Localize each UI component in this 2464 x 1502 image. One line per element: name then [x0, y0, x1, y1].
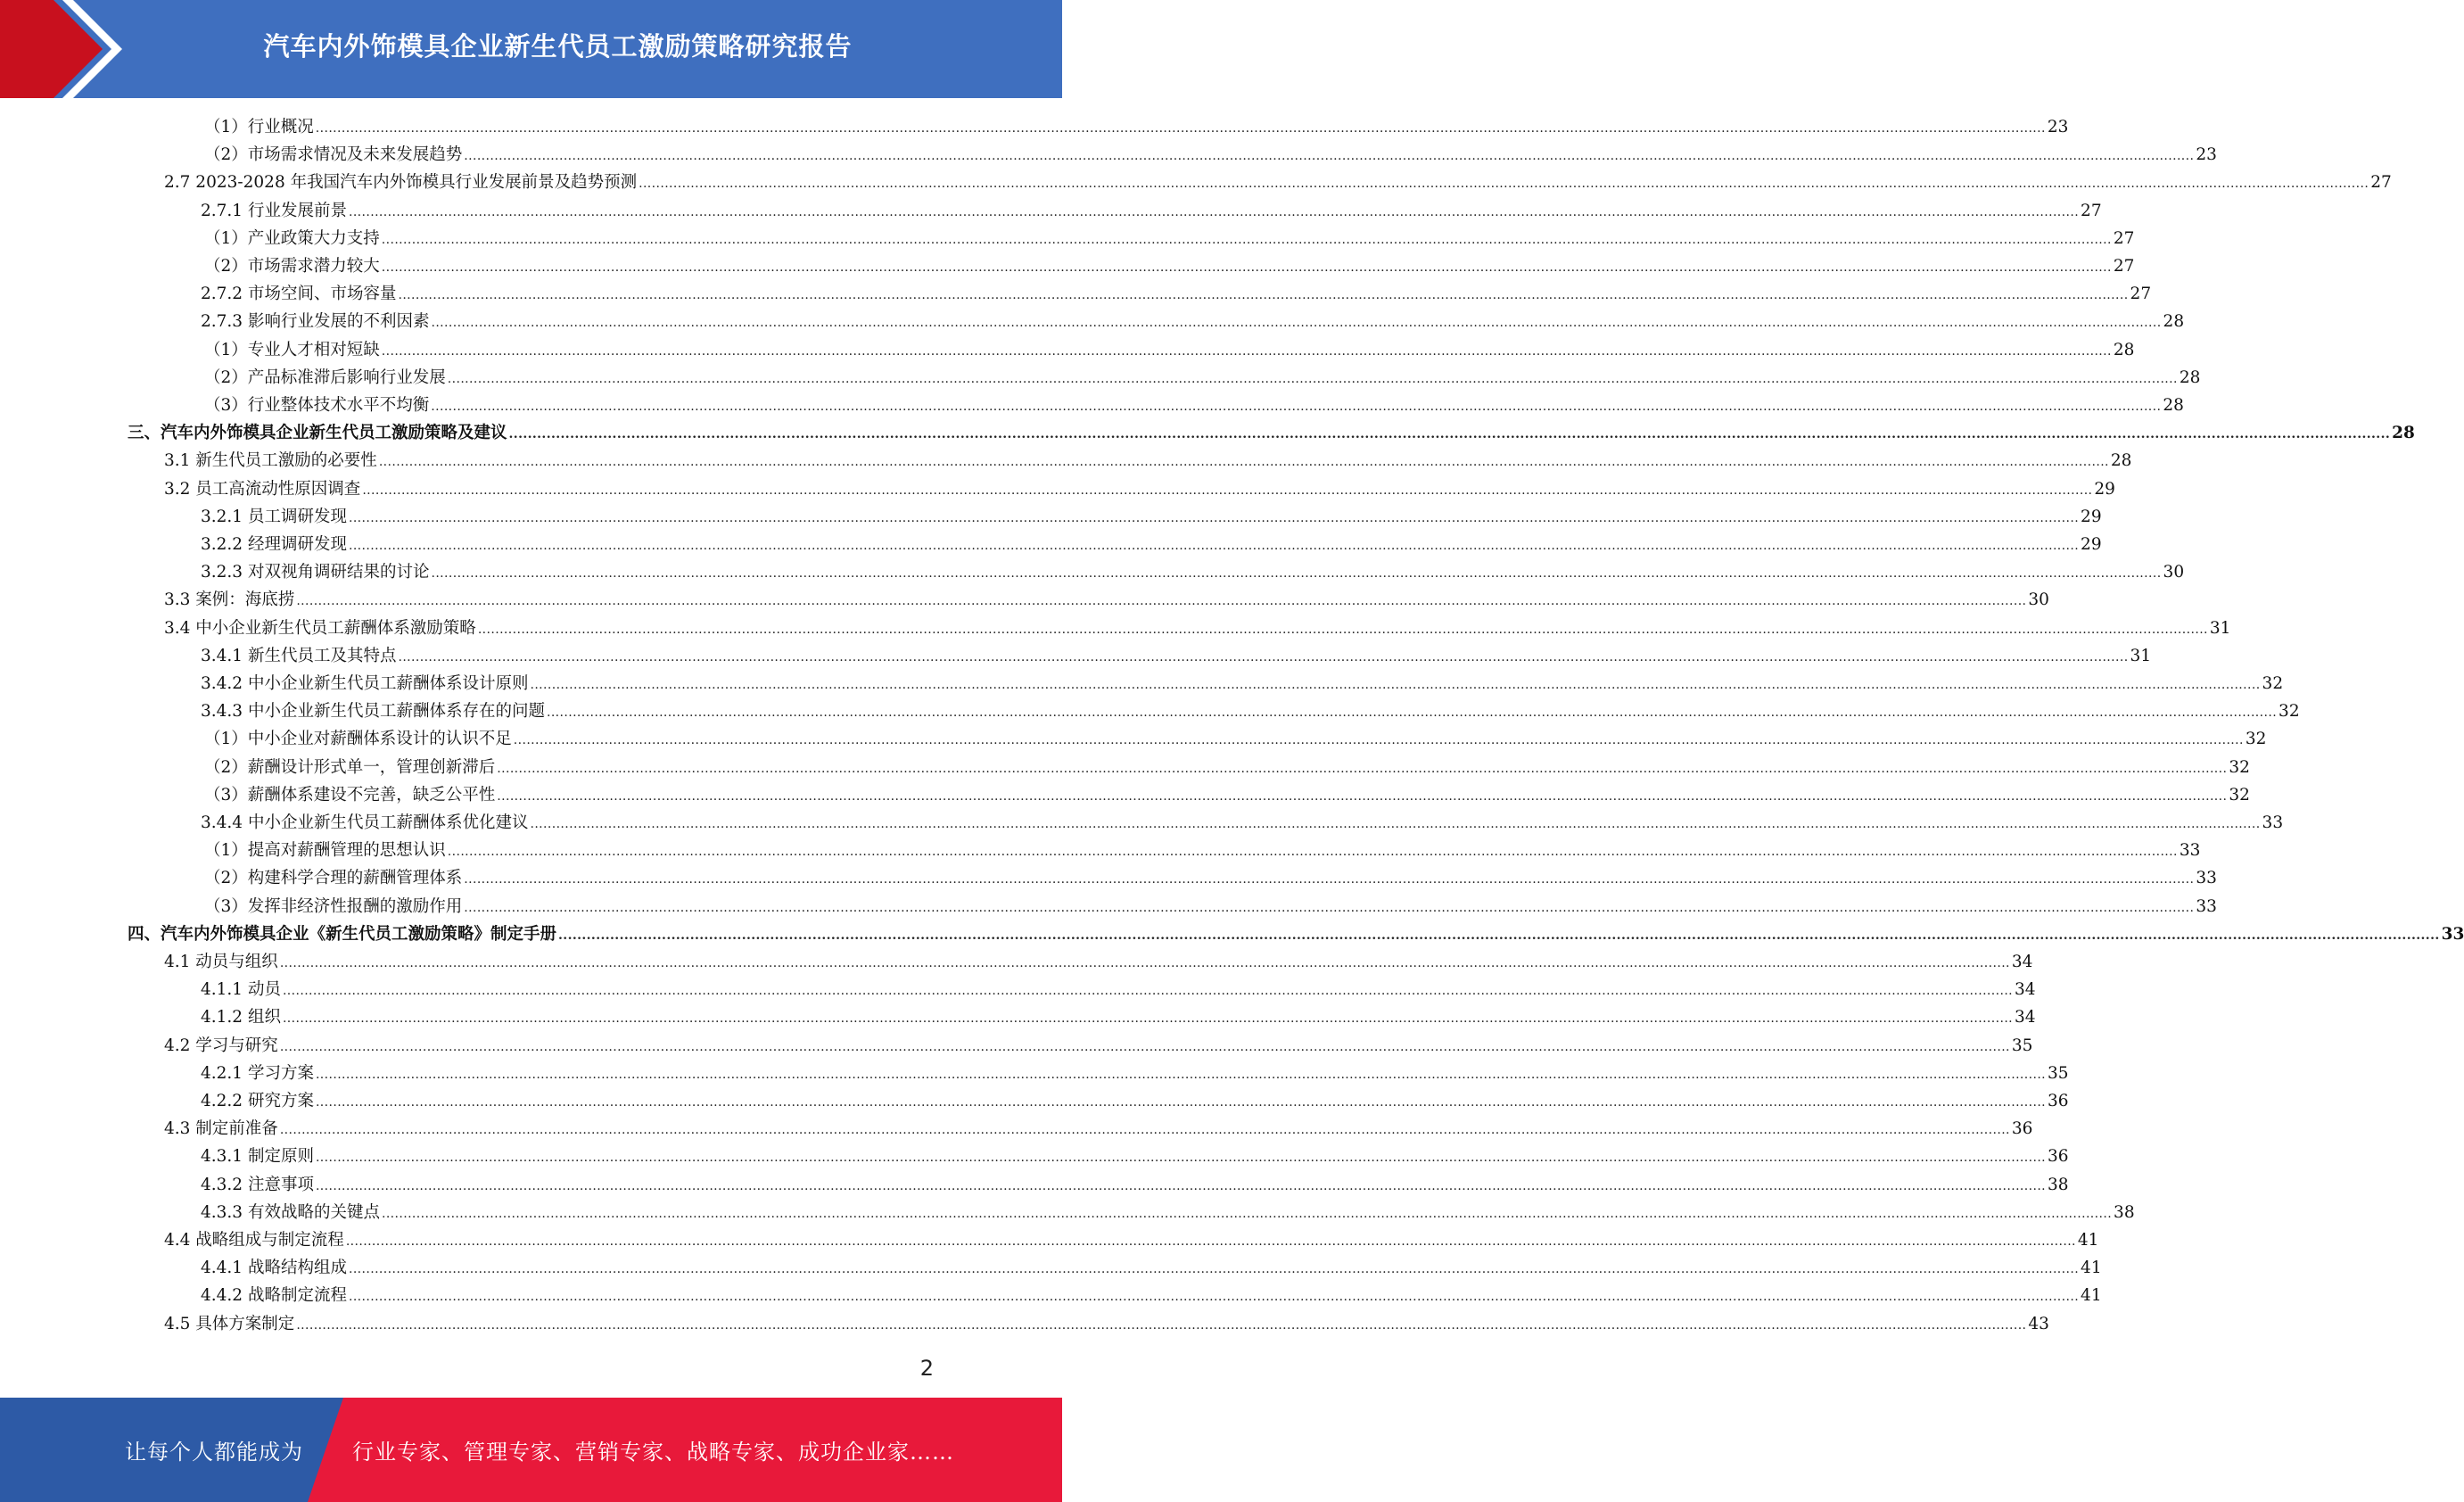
toc-entry-title: 3.1 新生代员工激励的必要性: [164, 451, 377, 471]
toc-entry[interactable]: [201, 1143, 2069, 1170]
toc-entry-page: 34: [2011, 953, 2033, 971]
toc-leader-dots: ................................................................................................................................................................................................................................................................................................................................................................................................................: [279, 1123, 2010, 1138]
toc-entry-title: （1）产业政策大力支持: [204, 228, 380, 248]
toc-entry[interactable]: [204, 336, 2135, 364]
toc-chapter-entry[interactable]: [128, 920, 2464, 948]
toc-leader-dots: ................................................................................................................................................................................................................................................................................................................................................................................................................: [315, 1151, 2047, 1166]
toc-entry-page: 41: [2081, 1286, 2102, 1306]
toc-leader-dots: ................................................................................................................................................................................................................................................................................................................................................................................................................: [464, 149, 2195, 164]
toc-entry[interactable]: [201, 280, 2152, 308]
toc-entry-title: 4.4.1 战略结构组成: [201, 1259, 347, 1278]
toc-entry-page: 27: [2130, 285, 2152, 304]
header-arrow-decoration: [0, 0, 134, 98]
toc-entry-title: 4.1.1 动员: [201, 980, 281, 1000]
toc-entry-title: （3）薪酬体系建设不完善，缺乏公平性: [204, 785, 496, 805]
toc-leader-dots: ................................................................................................................................................................................................................................................................................................................................................................................................................: [477, 622, 2208, 637]
page-footer: [0, 1398, 1062, 1502]
toc-entry-page: 29: [2081, 535, 2102, 554]
toc-entry-title: 2.7.2 市场空间、市场容量: [201, 285, 397, 304]
toc-entry-page: 33: [2179, 841, 2201, 861]
toc-entry-title: 4.4 战略组成与制定流程: [164, 1231, 344, 1250]
toc-entry-page: 27: [2113, 257, 2135, 276]
toc-entry-title: 2.7.1 行业发展前景: [201, 201, 347, 220]
toc-leader-dots: ................................................................................................................................................................................................................................................................................................................................................................................................................: [447, 371, 2178, 386]
toc-entry-page: 28: [2163, 312, 2185, 332]
toc-entry-title: （1）提高对薪酬管理的思想认识: [204, 841, 446, 861]
toc-leader-dots: ................................................................................................................................................................................................................................................................................................................................................................................................................: [464, 872, 2195, 887]
toc-leader-dots: ................................................................................................................................................................................................................................................................................................................................................................................................................: [464, 900, 2195, 915]
toc-entry-page: 32: [2245, 730, 2267, 749]
toc-entry-title: 4.3.1 制定原则: [201, 1147, 314, 1167]
toc-entry-title: 3.2.3 对双视角调研结果的讨论: [201, 563, 430, 582]
toc-entry-page: 28: [2392, 424, 2415, 443]
toc-entry-page: 36: [2048, 1092, 2069, 1110]
toc-entry[interactable]: [204, 252, 2135, 280]
page-number: 2: [919, 1356, 934, 1381]
toc-entry-title: 4.1 动员与组织: [164, 953, 278, 971]
toc-entry[interactable]: [204, 392, 2184, 419]
toc-entry-page: 27: [2113, 228, 2135, 248]
toc-entry[interactable]: [201, 670, 2284, 697]
toc-entry[interactable]: [204, 893, 2217, 920]
toc-entry[interactable]: [164, 1310, 2049, 1338]
toc-entry-page: 36: [2048, 1147, 2069, 1167]
toc-leader-dots: ................................................................................................................................................................................................................................................................................................................................................................................................................: [296, 594, 2027, 609]
toc-entry-title: 2.7.3 影响行业发展的不利因素: [201, 312, 430, 332]
toc-entry-page: 35: [2048, 1063, 2069, 1083]
toc-entry[interactable]: [164, 586, 2049, 614]
toc-entry-page: 33: [2262, 813, 2284, 832]
toc-entry[interactable]: [204, 225, 2135, 252]
toc-leader-dots: ................................................................................................................................................................................................................................................................................................................................................................................................................: [315, 1067, 2047, 1082]
toc-entry-page: 28: [2110, 451, 2132, 471]
toc-entry-title: 四、汽车内外饰模具企业《新生代员工激励策略》制定手册: [128, 924, 557, 944]
toc-entry-page: 32: [2262, 674, 2284, 693]
toc-entry[interactable]: [204, 754, 2250, 781]
toc-leader-dots: ................................................................................................................................................................................................................................................................................................................................................................................................................: [381, 343, 2112, 359]
toc-entry[interactable]: [201, 976, 2036, 1003]
toc-entry[interactable]: [201, 197, 2102, 225]
toc-leader-dots: ................................................................................................................................................................................................................................................................................................................................................................................................................: [362, 483, 2093, 498]
toc-entry-title: 3.4.4 中小企业新生代员工薪酬体系优化建议: [201, 813, 529, 832]
toc-leader-dots: ................................................................................................................................................................................................................................................................................................................................................................................................................: [381, 232, 2112, 247]
toc-entry[interactable]: [201, 558, 2185, 586]
toc-leader-dots: ................................................................................................................................................................................................................................................................................................................................................................................................................: [497, 788, 2228, 804]
toc-entry-title: （2）薪酬设计形式单一，管理创新滞后: [204, 757, 496, 777]
toc-entry-title: 3.4.2 中小企业新生代员工薪酬体系设计原则: [201, 674, 529, 693]
toc-entry-title: 4.3 制定前准备: [164, 1119, 278, 1139]
toc-entry[interactable]: [164, 948, 2033, 976]
toc-entry[interactable]: [201, 809, 2284, 837]
toc-entry-title: 4.3.3 有效战略的关键点: [201, 1202, 380, 1222]
toc-leader-dots: ................................................................................................................................................................................................................................................................................................................................................................................................................: [315, 121, 2046, 136]
toc-entry-title: 4.5 具体方案制定: [164, 1314, 295, 1333]
toc-leader-dots: ................................................................................................................................................................................................................................................................................................................................................................................................................: [381, 1206, 2113, 1221]
toc-entry[interactable]: [201, 1060, 2069, 1087]
toc-leader-dots: ................................................................................................................................................................................................................................................................................................................................................................................................................: [431, 400, 2162, 414]
toc-entry-title: 3.2.1 员工调研发现: [201, 507, 347, 526]
toc-leader-dots: ................................................................................................................................................................................................................................................................................................................................................................................................................: [513, 733, 2244, 748]
toc-entry[interactable]: [201, 1199, 2135, 1226]
toc-entry[interactable]: [204, 113, 2069, 141]
toc-entry-title: 4.1.2 组织: [201, 1008, 281, 1027]
toc-entry-title: 4.2 学习与研究: [164, 1036, 278, 1055]
toc-leader-dots: ................................................................................................................................................................................................................................................................................................................................................................................................................: [282, 984, 2014, 999]
toc-entry[interactable]: [201, 531, 2102, 558]
toc-entry-title: 2.7 2023-2028 年我国汽车内外饰模具行业发展前景及趋势预测: [164, 173, 638, 193]
toc-entry-page: 28: [2163, 396, 2184, 415]
footer-slogan-left: 让每个人都能成为: [125, 1440, 303, 1465]
toc-entry[interactable]: [164, 475, 2115, 503]
toc-entry-title: （1）行业概况: [204, 118, 314, 136]
toc-entry-page: 35: [2011, 1036, 2033, 1055]
toc-leader-dots: ................................................................................................................................................................................................................................................................................................................................................................................................................: [315, 1178, 2047, 1193]
toc-leader-dots: ................................................................................................................................................................................................................................................................................................................................................................................................................: [431, 316, 2162, 331]
toc-entry-title: （2）构建科学合理的薪酬管理体系: [204, 869, 463, 888]
toc-leader-dots: ................................................................................................................................................................................................................................................................................................................................................................................................................: [282, 1011, 2014, 1027]
toc-leader-dots: ................................................................................................................................................................................................................................................................................................................................................................................................................: [348, 204, 2080, 219]
toc-entry-title: 4.3.2 注意事项: [201, 1175, 314, 1194]
toc-entry-title: 3.4.1 新生代员工及其特点: [201, 646, 397, 665]
toc-leader-dots: ................................................................................................................................................................................................................................................................................................................................................................................................................: [398, 649, 2129, 664]
toc-leader-dots: ................................................................................................................................................................................................................................................................................................................................................................................................................: [348, 510, 2080, 525]
toc-leader-dots: ................................................................................................................................................................................................................................................................................................................................................................................................................: [447, 845, 2178, 860]
toc-entry-page: 32: [2279, 702, 2300, 722]
toc-entry-title: 3.2.2 经理调研发现: [201, 535, 347, 554]
toc-leader-dots: ................................................................................................................................................................................................................................................................................................................................................................................................................: [348, 1290, 2080, 1305]
toc-leader-dots: ................................................................................................................................................................................................................................................................................................................................................................................................................: [558, 928, 2440, 943]
toc-entry[interactable]: [201, 1003, 2036, 1031]
toc-leader-dots: ................................................................................................................................................................................................................................................................................................................................................................................................................: [381, 260, 2112, 275]
toc-leader-dots: ................................................................................................................................................................................................................................................................................................................................................................................................................: [348, 539, 2080, 553]
toc-entry[interactable]: [164, 1115, 2033, 1143]
page-header: [0, 0, 1062, 98]
toc-entry[interactable]: [164, 1226, 2099, 1254]
toc-entry-title: 三、汽车内外饰模具企业新生代员工激励策略及建议: [128, 424, 507, 443]
toc-entry-page: 32: [2229, 785, 2250, 805]
toc-entry[interactable]: [201, 308, 2185, 335]
toc-entry[interactable]: [164, 447, 2132, 475]
toc-entry[interactable]: [201, 1254, 2102, 1282]
toc-entry-title: （3）行业整体技术水平不均衡: [204, 396, 430, 415]
toc-entry-title: （1）专业人才相对短缺: [204, 340, 380, 359]
toc-entry-page: 30: [2163, 563, 2185, 582]
toc-entry-title: 3.4 中小企业新生代员工薪酬体系激励策略: [164, 618, 476, 638]
toc-leader-dots: ................................................................................................................................................................................................................................................................................................................................................................................................................: [398, 288, 2129, 303]
toc-entry[interactable]: [204, 781, 2250, 809]
toc-entry-title: （3）发挥非经济性报酬的激励作用: [204, 896, 463, 916]
toc-entry-page: 23: [2047, 118, 2069, 136]
toc-entry-title: 4.2.1 学习方案: [201, 1063, 314, 1083]
toc-leader-dots: ................................................................................................................................................................................................................................................................................................................................................................................................................: [639, 177, 2369, 192]
toc-entry-page: 33: [2441, 924, 2464, 944]
toc-entry-page: 38: [2048, 1175, 2069, 1194]
toc-entry[interactable]: [204, 837, 2201, 864]
toc-entry-page: 41: [2081, 1259, 2102, 1278]
toc-leader-dots: ................................................................................................................................................................................................................................................................................................................................................................................................................: [431, 566, 2162, 582]
toc-entry-title: （2）市场需求潜力较大: [204, 257, 380, 276]
toc-entry-page: 33: [2196, 869, 2217, 888]
toc-entry-page: 23: [2196, 145, 2217, 165]
toc-entry-page: 31: [2130, 646, 2152, 665]
toc-leader-dots: ................................................................................................................................................................................................................................................................................................................................................................................................................: [378, 455, 2109, 470]
report-title: 汽车内外饰模具企业新生代员工激励策略研究报告: [263, 30, 853, 62]
toc-leader-dots: ................................................................................................................................................................................................................................................................................................................................................................................................................: [497, 761, 2228, 776]
toc-entry-title: 4.2.2 研究方案: [201, 1092, 314, 1110]
toc-leader-dots: ................................................................................................................................................................................................................................................................................................................................................................................................................: [348, 1262, 2080, 1277]
toc-leader-dots: ................................................................................................................................................................................................................................................................................................................................................................................................................: [530, 817, 2261, 831]
toc-entry-title: （2）产品标准滞后影响行业发展: [204, 367, 446, 387]
toc-entry[interactable]: [164, 615, 2231, 642]
toc-leader-dots: ................................................................................................................................................................................................................................................................................................................................................................................................................: [530, 678, 2261, 692]
toc-entry-page: 36: [2011, 1119, 2033, 1139]
toc-entry-title: 3.4.3 中小企业新生代员工薪酬体系存在的问题: [201, 702, 545, 722]
toc-entry[interactable]: [201, 1171, 2069, 1199]
toc-entry-page: 34: [2015, 980, 2036, 1000]
toc-entry-title: 3.2 员工高流动性原因调查: [164, 479, 361, 499]
toc-leader-dots: ................................................................................................................................................................................................................................................................................................................................................................................................................: [508, 427, 2391, 442]
toc-entry-page: 27: [2081, 201, 2102, 220]
toc-entry-title: （2）市场需求情况及未来发展趋势: [204, 145, 463, 165]
toc-entry[interactable]: [201, 642, 2152, 670]
toc-entry[interactable]: [164, 1032, 2033, 1060]
toc-entry-page: 43: [2028, 1314, 2049, 1333]
toc-entry-page: 34: [2015, 1008, 2036, 1027]
toc-entry[interactable]: [204, 364, 2201, 392]
toc-entry-page: 38: [2114, 1202, 2135, 1222]
toc-chapter-entry[interactable]: [128, 419, 2415, 447]
toc-entry[interactable]: [164, 169, 2392, 196]
toc-entry-title: 3.3 案例：海底捞: [164, 590, 295, 610]
toc-leader-dots: ................................................................................................................................................................................................................................................................................................................................................................................................................: [296, 1317, 2027, 1333]
toc-entry[interactable]: [201, 697, 2300, 725]
toc-entry-page: 33: [2196, 896, 2217, 916]
toc-entry-page: 29: [2094, 479, 2115, 499]
toc-entry-page: 28: [2113, 340, 2135, 359]
toc-entry-page: 27: [2370, 173, 2392, 193]
toc-entry[interactable]: [204, 141, 2217, 169]
toc-entry[interactable]: [204, 725, 2267, 753]
toc-entry-title: （1）中小企业对薪酬体系设计的认识不足: [204, 730, 512, 749]
toc-entry-page: 31: [2209, 618, 2231, 638]
toc-entry-title: 4.4.2 战略制定流程: [201, 1286, 347, 1306]
toc-entry-page: 32: [2229, 757, 2250, 777]
toc-entry[interactable]: [201, 503, 2102, 531]
toc-entry-page: 29: [2081, 507, 2102, 526]
toc-leader-dots: ................................................................................................................................................................................................................................................................................................................................................................................................................: [546, 706, 2278, 721]
footer-slogan-right: 行业专家、管理专家、营销专家、战略专家、成功企业家……: [352, 1440, 954, 1465]
toc-entry[interactable]: [201, 1282, 2102, 1309]
toc-entry-page: 41: [2077, 1231, 2099, 1250]
toc-entry[interactable]: [204, 864, 2217, 892]
toc-entry-page: 30: [2028, 590, 2049, 610]
toc-entry[interactable]: [201, 1087, 2069, 1115]
toc-leader-dots: ................................................................................................................................................................................................................................................................................................................................................................................................................: [279, 956, 2010, 970]
toc-entry-page: 28: [2179, 367, 2201, 387]
toc-leader-dots: ................................................................................................................................................................................................................................................................................................................................................................................................................: [279, 1039, 2010, 1054]
toc-leader-dots: ................................................................................................................................................................................................................................................................................................................................................................................................................: [315, 1095, 2047, 1110]
toc-leader-dots: ................................................................................................................................................................................................................................................................................................................................................................................................................: [345, 1234, 2076, 1249]
